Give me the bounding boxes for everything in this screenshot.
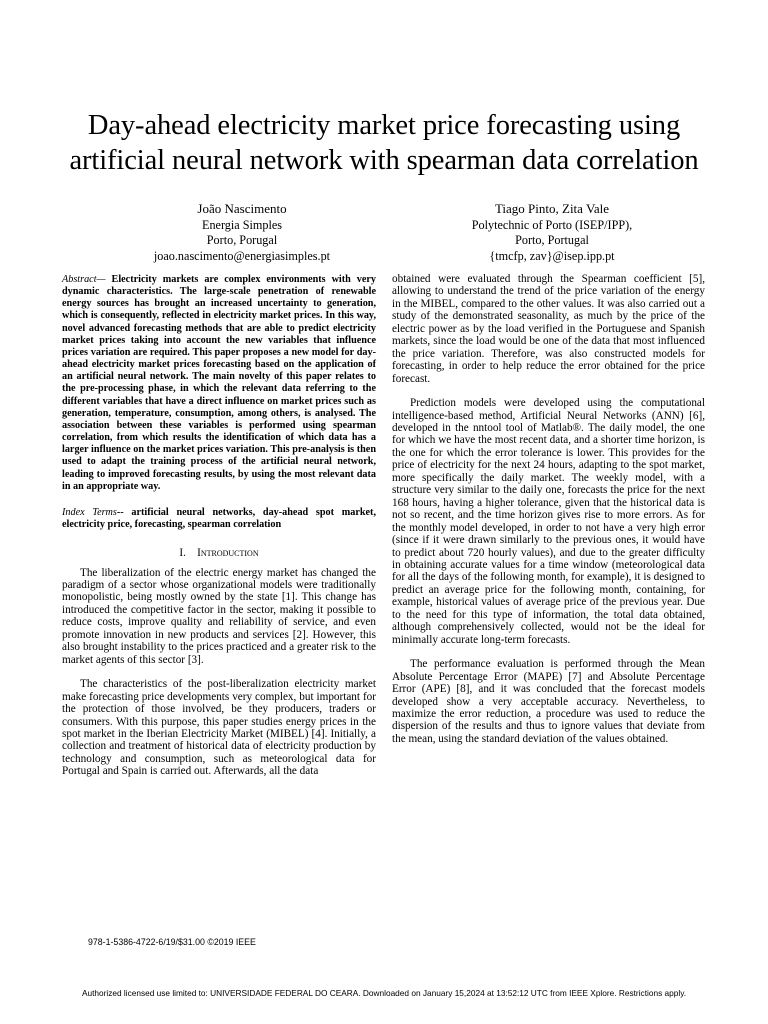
- abstract: [62, 274, 376, 493]
- author-location: Porto, Portugal: [515, 233, 589, 248]
- author-email: joao.nascimento@energiasimples.pt: [153, 248, 331, 263]
- section-title-rest: ntroduction: [200, 547, 259, 560]
- author-location: Porto, Porugal: [206, 233, 278, 248]
- author-email: {tmcfp, zav}@isep.ipp.pt: [489, 248, 615, 263]
- body-paragraph: The characteristics of the post-liberalization electricity market make forecasting price developments very complex, but important for the protection of those involved, be they producers, traders or consumers. With this purpose, this paper studies energy prices in the spot market in the Iberian Electricity Market (MIBEL) [4]. Initially, a collection and treatment of historical data of electricity production by technology and consumption, such as meteorological data for Portugal and Spain is carried out. Afterwards, all the data: [62, 678, 376, 778]
- body-paragraph: obtained were evaluated through the Spearman coefficient [5], allowing to understand the trend of the price variation of the energy in the MIBEL, compared to the other values. It was also carried out a study of the demonstrated seasonality, as much by the price of the electric power as by the load verified in the Portuguese and Spanish markets, since the load would be one of the data that most influenced the price variation. Therefore, was also constructed models for forecasting, in order to help reduce the error obtained for the price forecast.: [392, 273, 705, 385]
- right-column: [392, 273, 705, 745]
- author-affiliation: Polytechnic of Porto (ISEP/IPP),: [471, 218, 633, 232]
- author-name: Tiago Pinto, Zita Vale: [494, 201, 610, 216]
- paper-title: [40, 108, 728, 178]
- author-name: João Nascimento: [197, 201, 287, 216]
- author-block-2: [412, 200, 692, 264]
- license-footer: Authorized licensed use limited to: UNIVERSIDADE FEDERAL DO CEARA. Downloaded on January 15,2024 at 13:52:12 UTC from IEEE Xplore. Restrictions apply.: [81, 988, 687, 998]
- body-paragraph: The liberalization of the electric energy market has changed the paradigm of a sector whose organizational models were traditionally monopolistic, being mostly owned by the state [1]. This change has introduced the competitive factor in the sector, making it possible to reduce costs, improve quality and reliability of service, and even promote innovation in new products and services [2]. However, this also brought instability to the prices practiced and a greater risk to the market agents of this sector [3].: [62, 566, 376, 666]
- author-affiliation: Energia Simples: [202, 218, 282, 232]
- title-line-1: Day-ahead electricity market price forecasting using: [87, 110, 681, 141]
- section-heading: [62, 547, 376, 559]
- index-terms: [62, 507, 376, 531]
- author-block-1: [92, 200, 392, 264]
- abstract-text: Electricity markets are complex environments with very dynamic characteristics. The large-scale penetration of renewable energy sources has brought an increased uncertainty to generation, which is consequently, reflected in electricity market prices. In this way, novel advanced forecasting methods that are able to predict electricity market prices taking into account the new variables that influence prices variation are required. This paper proposes a new model for day-ahead electricity market prices forecasting based on the application of an artificial neural network. The main novelty of this paper relates to the pre-processing phase, in which the relevant data referring to the different variables that have a direct influence on market prices such as generation, temperature, consumption, among others, is analysed. The association between these variables is performed using spearman correlation, from which results the identification of which data has a larger influence on the market prices variation. This pre-analysis is then used to adapt the training process of the artificial neural network, leading to improved forecasting results, by using the most relevant data in an appropriate way.: [62, 274, 376, 492]
- body-paragraph: The performance evaluation is performed through the Mean Absolute Percentage Error (MAPE) [7] and Absolute Percentage Error (APE) [8], and it was concluded that the forecast models developed show a very acceptable accuracy. Nevertheless, to maximize the error reduction, a procedure was used to reduce the dispersion of the results and thus to ignore values that deviate from the mean, using the standard deviation of the values obtained.: [392, 658, 705, 745]
- abstract-label: Abstract—: [62, 274, 106, 285]
- title-line-2: artificial neural network with spearman data correlation: [69, 145, 699, 176]
- copyright-notice: 978-1-5386-4722-6/19/$31.00 ©2019 IEEE: [88, 937, 256, 947]
- index-terms-label: Index Terms: [62, 506, 117, 518]
- index-terms-text: -- artificial neural networks, day-ahead spot market, electricity price, forecasting, spearman correlation: [62, 506, 376, 530]
- section-initial: I: [197, 547, 201, 560]
- body-paragraph: Prediction models were developed using the computational intelligence-based method, Artificial Neural Networks (ANN) [6], developed in the nntool tool of Matlab®. The daily model, the one for which we have the most recent data, and a shorter time horizon, is the one for which the error tolerance is lower. This provides for the price of electricity for the next 24 hours, adapting to the spot market, more specifically the daily market. The weekly model, with a structure very similar to the daily one, forecasts the price for the next 168 hours, having a higher tolerance, given that the historical data is not so recent, and the time horizon gives rise to more errors. As for the monthly model developed, in order to not have a very high error (since if it were drawn similarly to the previous ones, it would have to predict about 720 hourly values), and due to the greater difficulty in obtaining accurate values for a time window (meteorological data for all the days of the following month, for example), it is designed to predict an average price for the following month, containing, for example, historical values of average price of the previous year. Due to the need for this type of information, the total data obtained, although comprehensively collected, would not be the ideal for minimally accurate long-term forecasts.: [392, 397, 705, 646]
- section-number: I.: [179, 547, 186, 560]
- left-column: [62, 274, 376, 778]
